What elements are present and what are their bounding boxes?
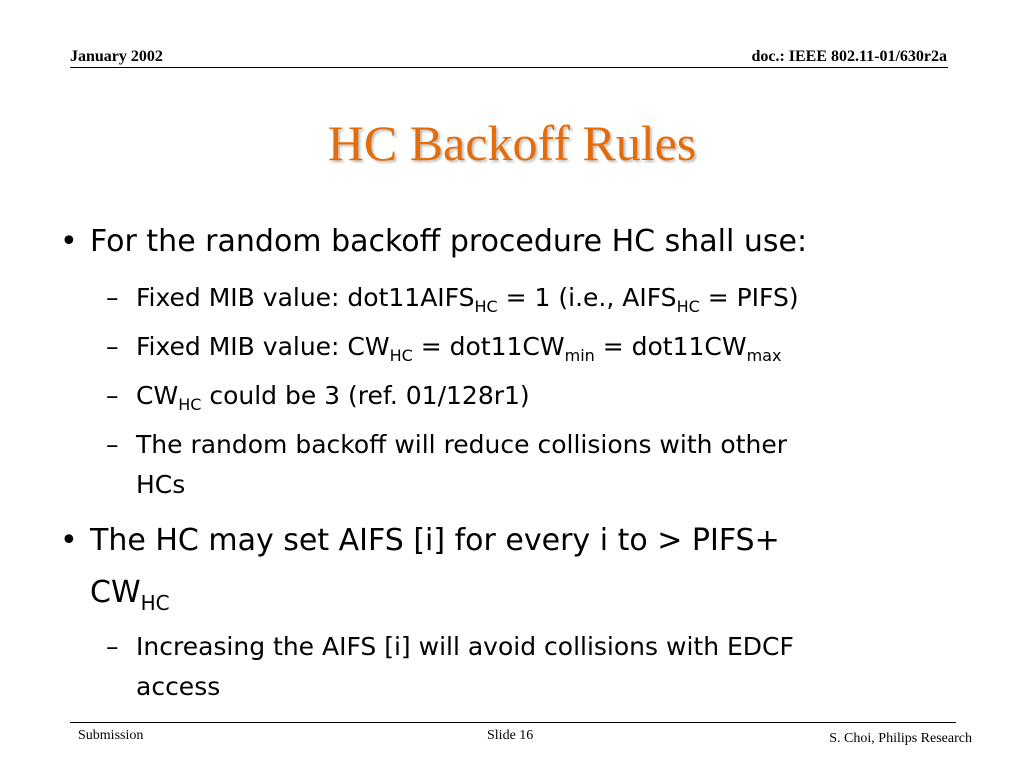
sub-bullet-2-text-b: = dot11CW xyxy=(412,332,565,361)
subscript: min xyxy=(564,346,595,365)
bullet-mark: • xyxy=(60,224,78,259)
subscript: HC xyxy=(178,395,202,414)
dash-mark: – xyxy=(106,332,119,361)
header-divider xyxy=(70,67,948,68)
sub-bullet-5-line-2: access xyxy=(136,672,221,701)
subscript: HC xyxy=(474,297,498,316)
subscript: HC xyxy=(676,297,700,316)
sub-bullet-5 xyxy=(106,627,794,707)
sub-bullet-1 xyxy=(106,278,799,327)
footer-slide-number: Slide 16 xyxy=(487,728,534,743)
footer-author: S. Choi, Philips Research xyxy=(829,731,972,746)
dash-mark: – xyxy=(106,381,119,410)
header-date: January 2002 xyxy=(70,48,163,65)
bullet-2 xyxy=(60,515,780,629)
sub-bullet-2 xyxy=(106,327,781,376)
subscript: max xyxy=(746,346,782,365)
bullet-2-line-2-text: CW xyxy=(90,575,141,610)
sub-bullet-3-text-b: could be 3 (ref. 01/128r1) xyxy=(201,381,530,410)
sub-bullet-2-text-c: = dot11CW xyxy=(594,332,747,361)
bullet-2-line-2 xyxy=(60,567,780,629)
footer-divider xyxy=(70,722,956,723)
dash-mark: – xyxy=(106,283,119,312)
bullet-1 xyxy=(60,216,807,268)
slide-title: HC Backoff Rules xyxy=(327,115,697,171)
sub-bullet-4-line-1: The random backoff will reduce collisions with other xyxy=(136,430,788,459)
sub-bullet-3-text-a: CW xyxy=(136,381,179,410)
sub-bullet-3 xyxy=(106,376,530,425)
sub-bullet-1-text-b: = 1 (i.e., AIFS xyxy=(497,283,677,312)
sub-bullet-1-text-a: Fixed MIB value: dot11AIFS xyxy=(136,283,475,312)
dash-mark: – xyxy=(106,430,119,459)
subscript: HC xyxy=(389,346,413,365)
subscript: HC xyxy=(140,591,170,615)
sub-bullet-2-text-a: Fixed MIB value: CW xyxy=(136,332,390,361)
bullet-1-text: For the random backoff procedure HC shall use: xyxy=(90,224,808,259)
sub-bullet-4-line-2: HCs xyxy=(136,470,186,499)
bullet-mark: • xyxy=(60,523,78,558)
footer-submission: Submission xyxy=(78,728,144,743)
bullet-2-line-1: The HC may set AIFS [i] for every i to > PIFS+ xyxy=(90,523,780,558)
header-doc-id: doc.: IEEE 802.11-01/630r2a xyxy=(751,48,947,65)
sub-bullet-1-text-c: = PIFS) xyxy=(699,283,799,312)
sub-bullet-4 xyxy=(106,425,787,505)
sub-bullet-5-line-1: Increasing the AIFS [i] will avoid collisions with EDCF xyxy=(136,632,794,661)
dash-mark: – xyxy=(106,632,119,661)
